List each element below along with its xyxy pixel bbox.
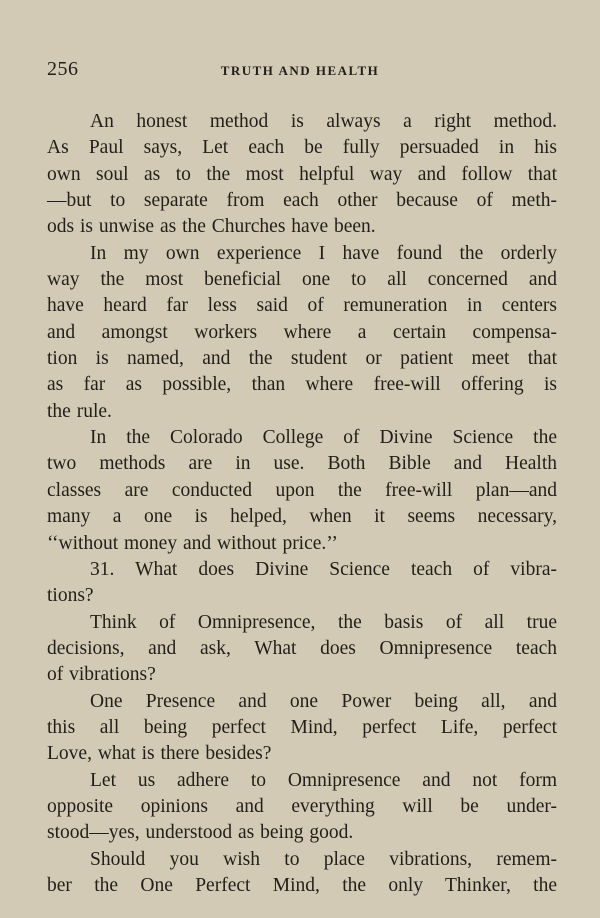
text-line: Think of Omnipresence, the basis of all true	[90, 611, 557, 633]
text-line: own soul as to the most helpful way and follow that	[47, 163, 557, 185]
text-line: One Presence and one Power being all, and	[90, 690, 557, 712]
text-line: and amongst workers where a certain compensa-	[47, 321, 557, 343]
running-title: TRUTH AND HEALTH	[220, 63, 380, 78]
text-line: the rule.	[47, 400, 112, 422]
text-line: ods is unwise as the Churches have been.	[47, 216, 376, 238]
text-line: classes are conducted upon the free-will plan—and	[47, 479, 557, 501]
text-line: Should you wish to place vibrations, remem-	[90, 848, 557, 870]
text-line: ber the One Perfect Mind, the only Thinker, the	[47, 874, 557, 896]
text-line: as far as possible, than where free-will offering is	[47, 374, 557, 396]
text-line: this all being perfect Mind, perfect Life, perfect	[47, 716, 557, 738]
body-text	[47, 109, 557, 899]
text-line: 31. What does Divine Science teach of vibra-	[90, 558, 557, 580]
text-line: way the most beneficial one to all concerned and	[47, 269, 557, 291]
text-line: tion is named, and the student or patient meet that	[47, 348, 557, 370]
text-line: of vibrations?	[47, 664, 156, 686]
text-line: have heard far less said of remuneration in centers	[47, 295, 557, 317]
text-line: ‘‘without money and without price.’’	[47, 532, 338, 554]
page-number: 256	[47, 58, 79, 80]
text-line: In the Colorado College of Divine Science the	[90, 427, 557, 449]
text-line: opposite opinions and everything will be under-	[47, 795, 557, 817]
text-line: In my own experience I have found the orderly	[90, 242, 557, 264]
text-line: Let us adhere to Omnipresence and not form	[90, 769, 557, 791]
text-line: Love, what is there besides?	[47, 743, 272, 765]
text-line: An honest method is always a right method.	[90, 111, 557, 132]
text-line: two methods are in use. Both Bible and Health	[47, 453, 557, 475]
text-line: stood—yes, understood as being good.	[47, 822, 354, 844]
text-line: tions?	[47, 585, 94, 607]
text-line: decisions, and ask, What does Omnipresence teach	[47, 637, 557, 659]
text-line: many a one is helped, when it seems necessary,	[47, 506, 557, 528]
text-line: As Paul says, Let each be fully persuaded in his	[47, 137, 557, 159]
text-line: —but to separate from each other because of meth-	[47, 190, 557, 212]
